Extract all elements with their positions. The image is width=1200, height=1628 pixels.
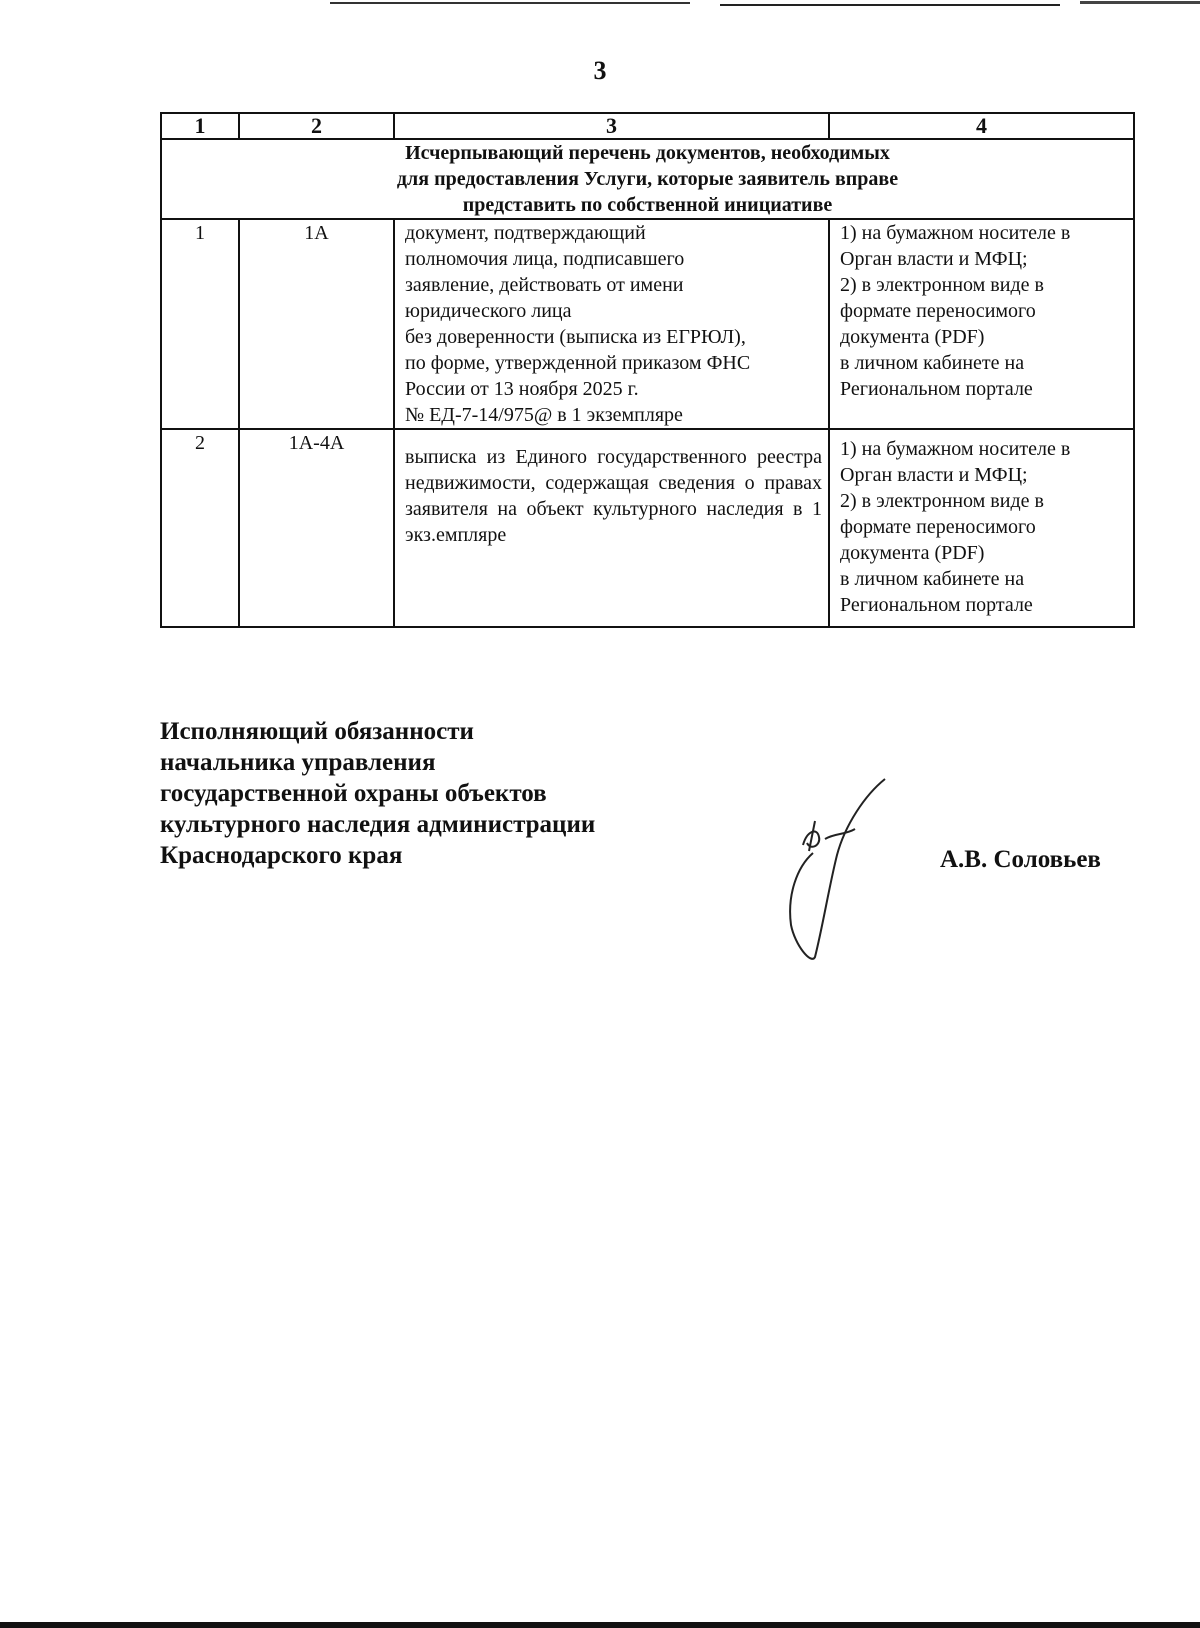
description-line: России от 13 ноября 2025 г. — [405, 378, 639, 400]
handwritten-signature — [785, 775, 905, 965]
signatory-position — [160, 716, 595, 871]
method-line: Орган власти и МФЦ; — [840, 464, 1028, 486]
header-cell: 3 — [394, 113, 829, 139]
method-line: в личном кабинете на — [840, 352, 1025, 374]
position-line: государственной охраны объектов — [160, 780, 547, 807]
table-header-row — [161, 113, 1134, 139]
row-description: выписка из Единого государственного реестра недвижимости, содержащая сведения о правах заявителя на объект культурного наследия в 1 экз.емпляре — [394, 429, 829, 627]
method-line: 2) в электронном виде в — [840, 490, 1044, 512]
page-number: 3 — [593, 56, 607, 85]
section-title-line: представить по собственной инициативе — [462, 194, 833, 216]
method-line: формате переносимого — [840, 300, 1036, 322]
method-line: формате переносимого — [840, 516, 1036, 538]
method-line: документа (PDF) — [840, 326, 985, 348]
method-line: документа (PDF) — [840, 542, 985, 564]
method-line: 1) на бумажном носителе в — [840, 438, 1071, 460]
row-submission-method — [829, 429, 1134, 627]
description-line: полномочия лица, подписавшего — [405, 248, 685, 270]
documents-table — [160, 112, 1135, 628]
method-line: в личном кабинете на — [840, 568, 1025, 590]
row-submission-method — [829, 219, 1134, 429]
method-line: Орган власти и МФЦ; — [840, 248, 1028, 270]
header-cell: 1 — [161, 113, 239, 139]
scan-edge-top — [0, 0, 1200, 8]
description-line: юридического лица — [405, 300, 572, 322]
section-title-line: для предоставления Услуги, которые заявитель вправе — [396, 168, 899, 190]
section-title-line: Исчерпывающий перечень документов, необходимых — [405, 142, 890, 164]
row-description — [394, 219, 829, 429]
description-line: без доверенности (выписка из ЕГРЮЛ), — [405, 326, 746, 348]
table-row — [161, 219, 1134, 429]
header-cell: 2 — [239, 113, 394, 139]
description-line: заявление, действовать от имени — [405, 274, 684, 296]
method-line: 2) в электронном виде в — [840, 274, 1044, 296]
row-number: 1 — [161, 219, 239, 429]
scan-mark — [330, 2, 690, 4]
table-row — [161, 429, 1134, 627]
position-line: Краснодарского края — [160, 842, 403, 869]
description-line: № ЕД-7-14/975@ в 1 экземпляре — [405, 404, 683, 426]
position-line: культурного наследия администрации — [160, 811, 596, 838]
signatory-name: А.В. Соловьев — [940, 846, 1101, 873]
scan-mark — [720, 4, 1060, 6]
row-code: 1А — [239, 219, 394, 429]
method-line: 1) на бумажном носителе в — [840, 222, 1071, 244]
method-line: Региональном портале — [840, 594, 1033, 616]
row-code: 1А-4А — [239, 429, 394, 627]
header-cell: 4 — [829, 113, 1134, 139]
scan-edge-bottom — [0, 1622, 1200, 1628]
row-number: 2 — [161, 429, 239, 627]
description-line: по форме, утвержденной приказом ФНС — [405, 352, 751, 374]
position-line: Исполняющий обязанности — [160, 718, 474, 745]
section-title — [161, 139, 1134, 219]
scan-mark — [1080, 1, 1200, 4]
description-line: документ, подтверждающий — [405, 222, 646, 244]
section-row — [161, 139, 1134, 219]
position-line: начальника управления — [160, 749, 436, 776]
method-line: Региональном портале — [840, 378, 1033, 400]
